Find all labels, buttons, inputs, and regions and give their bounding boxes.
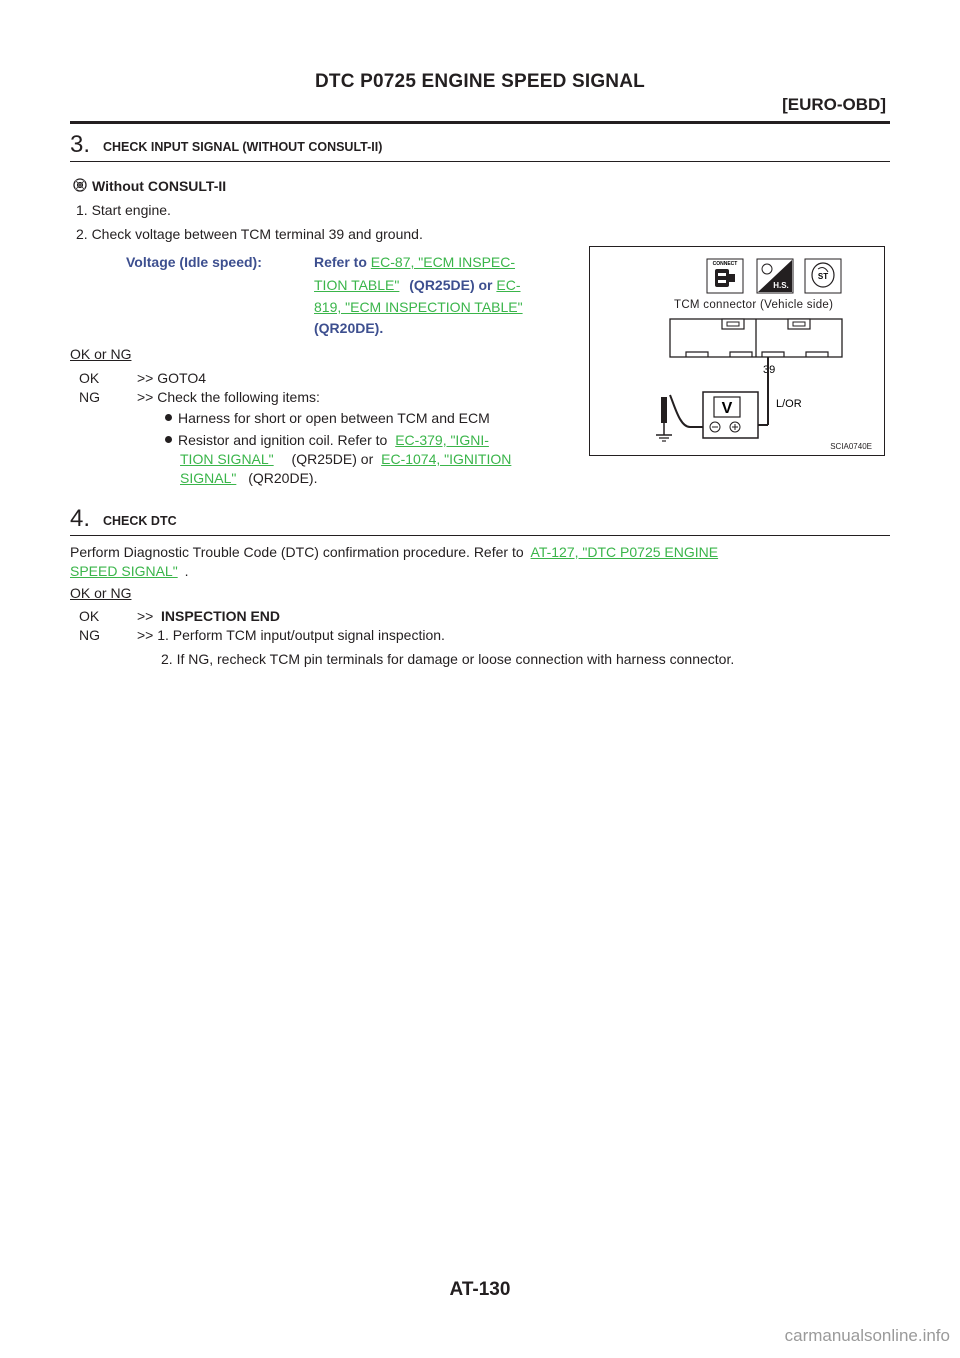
bullet-cont — [180, 470, 317, 486]
hs-label: H.S. — [773, 281, 789, 290]
bullet-item — [165, 432, 489, 448]
bullet-mid: (QR25DE) or — [291, 451, 374, 467]
link-ec-819[interactable]: EC- — [496, 277, 521, 293]
spec-end: (QR20DE). — [314, 320, 384, 336]
bullet-item — [165, 410, 490, 426]
spec-mid: (QR25DE) or — [409, 277, 493, 293]
voltmeter — [703, 392, 758, 438]
spec-line-1 — [314, 254, 515, 270]
tcm-connector — [670, 319, 842, 357]
figure-code: SCIA0740E — [830, 442, 872, 451]
hs-icon — [757, 259, 793, 293]
step-title: CHECK INPUT SIGNAL (WITHOUT CONSULT-II) — [103, 140, 383, 154]
ng-code: NG — [79, 389, 100, 405]
st-icon — [805, 259, 841, 293]
bullet-text: Harness for short or open between TCM and ECM — [178, 410, 490, 426]
link-ec-379[interactable]: EC-379, "IGNI- — [395, 432, 489, 448]
list-item: 2. Check voltage between TCM terminal 39 and ground. — [76, 226, 423, 242]
link-at-127-cont[interactable]: SPEED SIGNAL" — [70, 563, 178, 579]
step-4-body-cont — [70, 563, 188, 579]
ng-code: NG — [79, 627, 100, 643]
diagram-svg — [590, 247, 886, 457]
ok-result: INSPECTION END — [161, 608, 281, 624]
step-title: CHECK DTC — [103, 514, 177, 528]
watermark: carmanualsonline.info — [784, 1326, 950, 1345]
body-text: Perform Diagnostic Trouble Code (DTC) confirmation procedure. Refer to — [70, 544, 524, 560]
spec-line-2 — [314, 277, 521, 293]
spec-line-3 — [314, 299, 523, 315]
ok-code: OK — [79, 608, 100, 624]
list-item: 1. Start engine. — [76, 202, 171, 218]
figure-caption: TCM connector (Vehicle side) — [674, 299, 834, 311]
link-at-127[interactable]: AT-127, "DTC P0725 ENGINE — [530, 544, 719, 560]
ng-result: >> 1. Perform TCM input/output signal inspection. — [137, 627, 445, 643]
header-rule — [70, 121, 890, 124]
spec-label: Voltage (Idle speed): — [126, 254, 262, 270]
connector-diagram — [589, 246, 885, 456]
ok-arrow: >> — [137, 608, 154, 624]
step-3-heading — [70, 131, 890, 162]
link-ec-87[interactable]: EC-87, "ECM INSPEC- — [370, 254, 516, 270]
ok-ng-label: OK or NG — [70, 585, 132, 601]
wire-color: L/OR — [776, 398, 802, 410]
link-ec-379-cont[interactable]: TION SIGNAL" — [180, 451, 274, 467]
bullet-icon — [165, 436, 172, 443]
body-end: . — [184, 563, 189, 579]
spec-refer: Refer to — [314, 254, 367, 270]
page-title: DTC P0725 ENGINE SPEED SIGNAL — [315, 71, 645, 92]
step-4-body — [70, 544, 890, 560]
connect-label: CONNECT — [712, 261, 738, 267]
link-ec-1074-cont[interactable]: SIGNAL" — [180, 470, 237, 486]
page-number: AT-130 — [449, 1279, 511, 1300]
ok-ng-label: OK or NG — [70, 346, 132, 362]
bullet-end: (QR20DE). — [248, 470, 318, 486]
svg-text:ST: ST — [817, 272, 829, 281]
bullet-text: Resistor and ignition coil. Refer to — [178, 432, 388, 448]
step-4-heading — [70, 505, 890, 536]
ng-result: >> Check the following items: — [137, 389, 320, 405]
meter-label: V — [721, 400, 733, 417]
bullet-cont — [180, 451, 511, 467]
connect-icon — [707, 259, 743, 293]
link-ec-1074[interactable]: EC-1074, "IGNITION — [381, 451, 512, 467]
link-ec-819-cont[interactable]: 819, "ECM INSPECTION TABLE" — [314, 299, 523, 315]
mode-label: Without CONSULT-II — [92, 178, 227, 194]
pin-number: 39 — [763, 364, 776, 376]
step-number: 3. — [70, 131, 91, 158]
bullet-icon — [165, 414, 172, 421]
ng-result-2: 2. If NG, recheck TCM pin terminals for damage or loose connection with harness connector. — [161, 651, 735, 667]
section-tag: [EURO-OBD] — [782, 95, 886, 114]
ok-code: OK — [79, 370, 100, 386]
ok-result: >> GOTO4 — [137, 370, 206, 386]
step-number: 4. — [70, 505, 91, 532]
link-ec-87-cont[interactable]: TION TABLE" — [314, 277, 400, 293]
no-consult-icon — [73, 178, 87, 192]
